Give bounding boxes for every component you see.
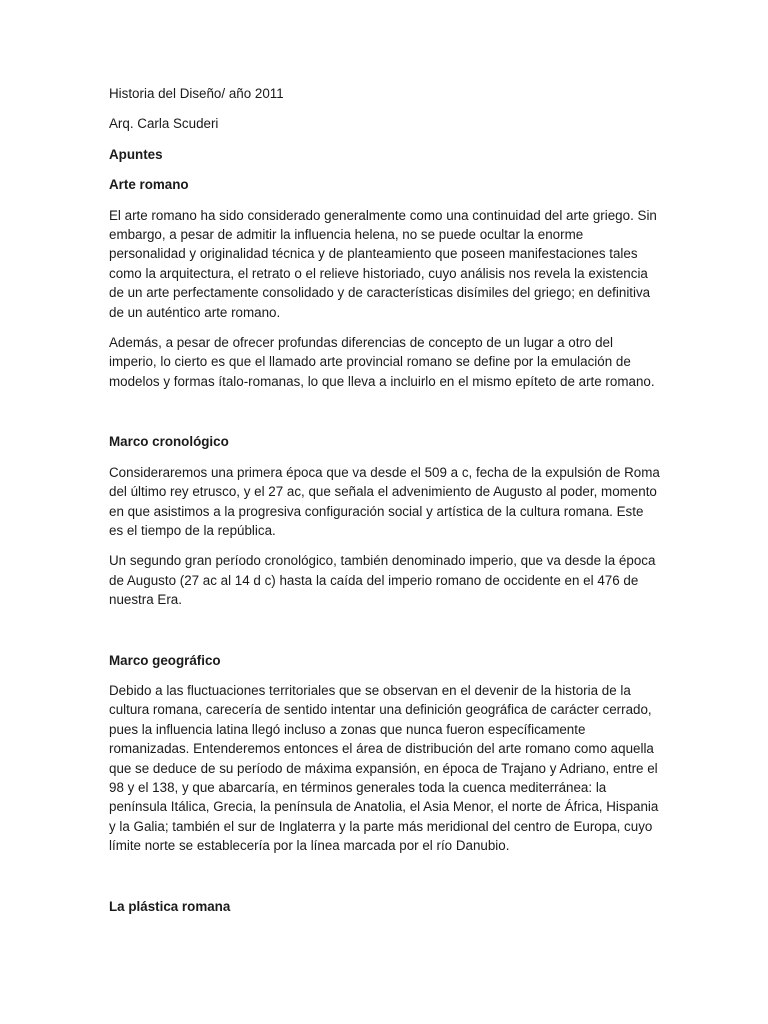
- course-header: Historia del Diseño/ año 2011: [109, 86, 284, 101]
- document-page: [109, 84, 661, 927]
- section-title-marco-geografico: Marco geográfico: [109, 652, 221, 668]
- paragraph: Además, a pesar de ofrecer profundas diferencias de concepto de un lugar a otro del imperio, lo cierto es que el llamado arte provincial romano se define por la emulación de modelos y formas ítalo-romanas, lo que lleva a incluirlo en el mismo epíteto de arte romano.: [109, 335, 655, 389]
- doc-label: Apuntes: [109, 146, 163, 162]
- spacer: [109, 402, 661, 432]
- paragraph: Debido a las fluctuaciones territoriales que se observan en el devenir de la historia de la cultura romana, carecería de sentido intentar una definición geográfica de carácter cerrado, pues la influencia latina llegó incluso a zonas que nunca fueron específicamente romanizadas. Entenderemos entonces el área de distribución del arte romano como aquella que se deduce de su período de máxima expansión, en época de Trajano y Adriano, entre el 98 y el 138, y que abarcaría, en términos generales toda la cuenca mediterránea: la península Itálica, Grecia, la península de Anatolia, el Asia Menor, el norte de África, Hispania y la Galia; también el sur de Inglaterra y la parte más meridional del centro de Europa, cuyo límite norte se establecería por la línea marcada por el río Danubio.: [109, 682, 659, 854]
- spacer: [109, 621, 661, 651]
- section-title-marco-cronologico: Marco cronológico: [109, 434, 229, 450]
- paragraph: El arte romano ha sido considerado generalmente como una continuidad del arte griego. Sin embargo, a pesar de admitir la influencia helena, no se puede ocultar la enorme personalidad y originalidad técnica y de planteamiento que poseen manifestaciones tales como la arquitectura, el retrato o el relieve historiado, cuyo análisis nos revela la existencia de un arte perfectamente consolidado y de características disímiles del griego; en definitiva de un auténtico arte romano.: [109, 207, 657, 320]
- section-title-plastica-romana: La plástica romana: [109, 898, 231, 914]
- spacer: [109, 867, 661, 897]
- paragraph: Consideraremos una primera época que va desde el 509 a c, fecha de la expulsión de Roma del último rey etrusco, y el 27 ac, que señala el advenimiento de Augusto al poder, momento en que asistimos a la progresiva configuración social y artística de la cultura romana. Este es el tiempo de la república.: [109, 464, 660, 538]
- section-title-arte-romano: Arte romano: [109, 177, 189, 193]
- author-line: Arq. Carla Scuderi: [109, 116, 219, 132]
- paragraph: Un segundo gran período cronológico, también denominado imperio, que va desde la época de Augusto (27 ac al 14 d c) hasta la caída del imperio romano de occidente en el 476 de nuestra Era.: [109, 553, 656, 608]
